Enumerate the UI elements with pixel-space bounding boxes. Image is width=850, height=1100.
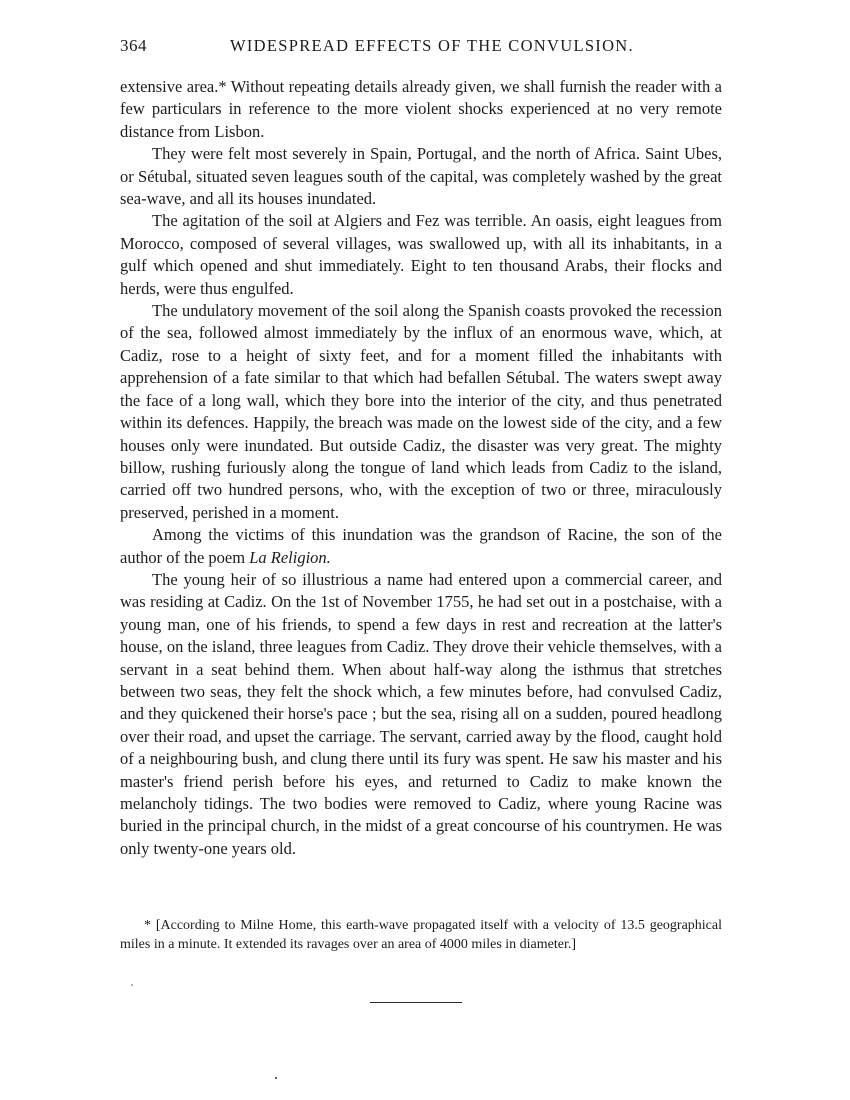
footnote [120,916,722,954]
speck-1 [131,984,133,986]
footnote-text: * [According to Milne Home, this earth-wave propagated itself with a velocity of 13.5 geographical miles in a minute. It extended its ravages over an area of 4000 miles in diameter.] [120,918,722,952]
paragraph-5-text: Among the victims of this inundation was the grandson of Racine, the son of the author of the poem [120,525,722,567]
poem-title: La Religion. [249,547,331,567]
paragraph-4: The undulatory movement of the soil along the Spanish coasts provoked the recession of the sea, followed almost immediately by the influx of an enormous wave, which, at Cadiz, rose to a height of sixty feet, and for a moment filled the inhabitants with apprehension of a fate similar to that which had befallen Sétubal. The waters swept away the face of a long wall, which they bore into the interior of the city, and thus penetrated within its defences. Happily, the breach was made on the lowest side of the city, and a few houses only were inundated. But outside Cadiz, the disaster was very great. The mighty billow, rushing furiously along the tongue of land which leads from Cadiz to the island, carried off two hundred persons, who, with the exception of two or three, miraculously preserved, perished in a moment. [120,301,722,522]
page-header [120,36,720,60]
paragraph-6: The young heir of so illustrious a name had entered upon a commercial career, and was residing at Cadiz. On the 1st of November 1755, he had set out in a postchaise, with a young man, one of his friends, to spend a few days in rest and recreation at the latter's house, on the island, three leagues from Cadiz. They drove their vehicle themselves, with a servant in a seat behind them. When about half-way along the isthmus that stretches between two seas, they felt the shock which, a few minutes before, had convulsed Cadiz, and they quickened their horse's pace ; but the sea, rising all on a sudden, poured headlong over their road, and upset the carriage. The servant, carried away by the flood, caught hold of a neighbouring bush, and clung there until its fury was spent. He saw his master and his master's friend perish before his eyes, and returned to Cadiz to make known the melancholy tidings. The two bodies were removed to Cadiz, where young Racine was buried in the principal church, in the midst of a great concourse of his countrymen. He was only twenty-one years old. [120,569,722,858]
running-title: WIDESPREAD EFFECTS OF THE CONVULSION. [230,36,634,55]
speck-2 [275,1077,277,1079]
paragraph-1: extensive area.* Without repeating details already given, we shall furnish the reader with a few particulars in reference to the more violent shocks experienced at no very remote distance from Lisbon. [120,77,722,141]
paragraph-3: The agitation of the soil at Algiers and Fez was terrible. An oasis, eight leagues from Morocco, composed of several villages, was swallowed up, with all its inhabitants, in a gulf which opened and shut immediately. Eight to ten thousand Arabs, their flocks and herds, were thus engulfed. [120,211,722,298]
body-text [120,76,722,860]
paragraph-5 [120,524,722,569]
page-number: 364 [120,36,147,55]
paragraph-2: They were felt most severely in Spain, Portugal, and the north of Africa. Saint Ubes, or Sétubal, situated seven leagues south of the capital, was completely washed by the great sea-wave, and all its houses inundated. [120,144,722,209]
end-rule [370,1002,462,1003]
